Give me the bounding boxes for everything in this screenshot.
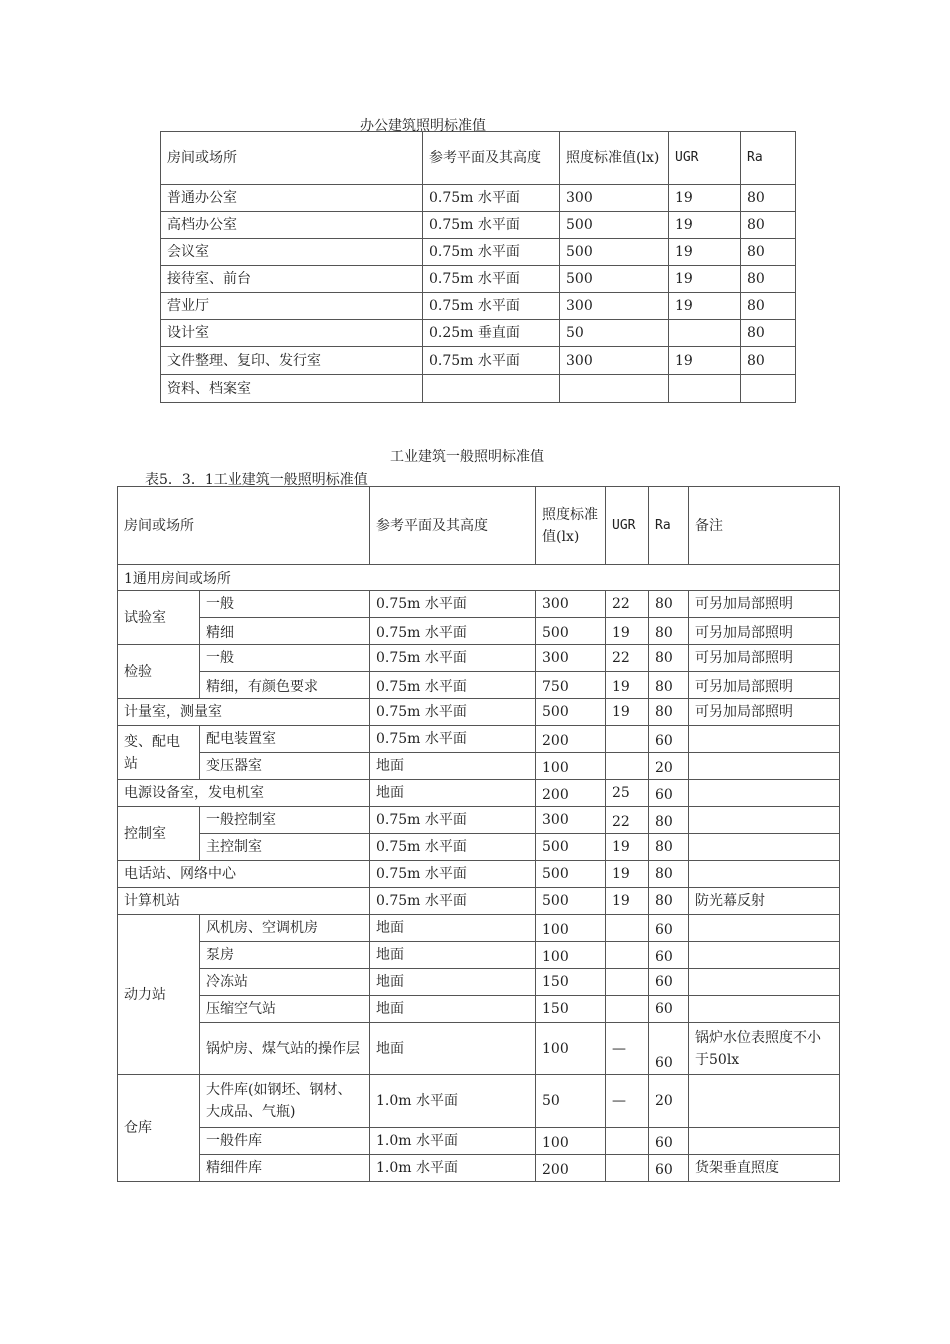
cell-plane: 地面	[370, 1023, 536, 1075]
cell-ra: 60	[649, 969, 689, 996]
cell-plane: 0.75m 水平面	[370, 888, 536, 915]
cell-ra: 80	[649, 645, 689, 672]
table-row	[118, 645, 840, 672]
cell-lux: 500	[536, 618, 606, 645]
cell-lux: 500	[560, 266, 669, 293]
cell-ra: 60	[649, 942, 689, 969]
cell-note	[689, 1128, 840, 1155]
cell-sub: 锅炉房、煤气站的操作层	[200, 1023, 370, 1075]
cell-room: 接待室、前台	[161, 266, 423, 293]
group-label: 试验室	[118, 591, 200, 645]
table-row	[118, 1128, 840, 1155]
cell-ugr: 19	[669, 266, 741, 293]
cell-ra: 20	[649, 1075, 689, 1128]
cell-lux: 150	[536, 969, 606, 996]
cell-ugr: —	[606, 1023, 649, 1075]
table-row	[118, 753, 840, 780]
cell-plane: 地面	[370, 753, 536, 780]
cell-lux: 100	[536, 915, 606, 942]
table-row	[161, 266, 796, 293]
cell-sub: 泵房	[200, 942, 370, 969]
table-row	[161, 185, 796, 212]
table-row	[118, 1023, 840, 1075]
table-row	[118, 726, 840, 753]
cell-note	[689, 753, 840, 780]
table-row	[118, 834, 840, 861]
cell-ugr: 25	[606, 780, 649, 807]
cell-ugr	[606, 969, 649, 996]
cell-sub: 精细	[200, 618, 370, 645]
cell-lux: 750	[536, 672, 606, 699]
cell-lux: 300	[560, 347, 669, 375]
cell-ugr: 22	[606, 807, 649, 834]
cell-sub: 冷冻站	[200, 969, 370, 996]
cell-lux: 200	[536, 726, 606, 753]
header-room: 房间或场所	[118, 487, 370, 565]
cell-plane: 地面	[370, 915, 536, 942]
cell-ugr	[606, 915, 649, 942]
cell-room: 电话站、网络中心	[118, 861, 370, 888]
table-header-row	[118, 487, 840, 565]
cell-ra: 80	[741, 185, 796, 212]
cell-plane: 0.75m 水平面	[423, 185, 560, 212]
table-row	[118, 672, 840, 699]
cell-ugr	[669, 320, 741, 347]
cell-lux: 100	[536, 942, 606, 969]
cell-plane: 0.75m 水平面	[370, 672, 536, 699]
cell-lux: 200	[536, 780, 606, 807]
cell-ugr: 19	[669, 293, 741, 320]
table-row	[161, 375, 796, 403]
table-row	[118, 618, 840, 645]
cell-room: 文件整理、复印、发行室	[161, 347, 423, 375]
cell-lux: 500	[536, 699, 606, 726]
cell-lux: 100	[536, 1023, 606, 1075]
cell-ra: 20	[649, 753, 689, 780]
cell-note	[689, 780, 840, 807]
cell-sub: 大件库(如钢坯、钢材、大成品、气瓶)	[200, 1075, 370, 1128]
cell-ra: 80	[649, 618, 689, 645]
header-ugr: UGR	[606, 487, 649, 565]
header-lux: 照度标准值(lx)	[536, 487, 606, 565]
group-label: 仓库	[118, 1075, 200, 1182]
industrial-lighting-table	[117, 486, 840, 1182]
cell-note	[689, 996, 840, 1023]
cell-plane: 地面	[370, 969, 536, 996]
table-row	[161, 320, 796, 347]
cell-lux: 300	[536, 591, 606, 618]
cell-plane: 0.75m 水平面	[370, 699, 536, 726]
cell-ra: 60	[649, 1023, 689, 1075]
cell-plane: 0.75m 水平面	[423, 293, 560, 320]
header-lux: 照度标准值(lx)	[560, 132, 669, 185]
group-label: 检验	[118, 645, 200, 699]
cell-ra: 60	[649, 726, 689, 753]
cell-lux	[560, 375, 669, 403]
cell-note	[689, 726, 840, 753]
cell-ugr: 19	[606, 888, 649, 915]
cell-plane: 0.75m 水平面	[370, 861, 536, 888]
cell-ugr: 19	[669, 239, 741, 266]
cell-lux: 500	[536, 861, 606, 888]
cell-plane: 地面	[370, 942, 536, 969]
cell-ra: 80	[741, 266, 796, 293]
cell-note: 可另加局部照明	[689, 672, 840, 699]
cell-plane: 1.0m 水平面	[370, 1155, 536, 1182]
header-note: 备注	[689, 487, 840, 565]
cell-sub: 精细，有颜色要求	[200, 672, 370, 699]
cell-lux: 100	[536, 1128, 606, 1155]
header-plane: 参考平面及其高度	[370, 487, 536, 565]
cell-sub: 精细件库	[200, 1155, 370, 1182]
cell-note: 货架垂直照度	[689, 1155, 840, 1182]
cell-room: 计算机站	[118, 888, 370, 915]
cell-room: 电源设备室，发电机室	[118, 780, 370, 807]
cell-note	[689, 969, 840, 996]
cell-plane: 0.75m 水平面	[370, 807, 536, 834]
cell-note: 可另加局部照明	[689, 645, 840, 672]
cell-ra: 80	[649, 861, 689, 888]
cell-ugr: 22	[606, 645, 649, 672]
header-plane: 参考平面及其高度	[423, 132, 560, 185]
table-row	[118, 996, 840, 1023]
cell-ugr: 22	[606, 591, 649, 618]
cell-ugr: 19	[669, 212, 741, 239]
cell-ra: 80	[649, 672, 689, 699]
cell-ugr: 19	[669, 347, 741, 375]
industrial-table-title: 工业建筑一般照明标准值	[390, 449, 544, 465]
cell-ra: 80	[741, 239, 796, 266]
cell-lux: 500	[560, 239, 669, 266]
cell-lux: 500	[536, 834, 606, 861]
cell-ugr: 19	[606, 618, 649, 645]
cell-ra: 80	[649, 699, 689, 726]
group-label: 变、配电站	[118, 726, 200, 780]
cell-ugr	[606, 942, 649, 969]
cell-lux: 500	[560, 212, 669, 239]
cell-note: 可另加局部照明	[689, 618, 840, 645]
cell-room: 设计室	[161, 320, 423, 347]
cell-lux: 100	[536, 753, 606, 780]
table-row	[118, 591, 840, 618]
cell-ugr: 19	[669, 185, 741, 212]
cell-room: 计量室，测量室	[118, 699, 370, 726]
table-row	[118, 1075, 840, 1128]
cell-ra: 80	[649, 807, 689, 834]
table-row	[161, 212, 796, 239]
cell-room: 资料、档案室	[161, 375, 423, 403]
table-row	[161, 347, 796, 375]
cell-plane: 0.75m 水平面	[423, 347, 560, 375]
cell-sub: 压缩空气站	[200, 996, 370, 1023]
cell-ugr	[669, 375, 741, 403]
cell-plane: 0.25m 垂直面	[423, 320, 560, 347]
industrial-table-caption: 表5．3．1工业建筑一般照明标准值	[145, 472, 368, 488]
cell-ugr: 19	[606, 672, 649, 699]
cell-plane: 0.75m 水平面	[423, 212, 560, 239]
cell-ugr: 19	[606, 861, 649, 888]
header-ra: Ra	[649, 487, 689, 565]
section-row	[118, 565, 840, 591]
cell-note: 锅炉水位表照度不小于50lx	[689, 1023, 840, 1075]
cell-plane	[423, 375, 560, 403]
cell-sub: 配电装置室	[200, 726, 370, 753]
cell-ra: 60	[649, 1155, 689, 1182]
cell-ugr: 19	[606, 699, 649, 726]
cell-plane: 0.75m 水平面	[370, 591, 536, 618]
cell-plane: 地面	[370, 996, 536, 1023]
table-row	[118, 861, 840, 888]
cell-room: 营业厅	[161, 293, 423, 320]
cell-plane: 0.75m 水平面	[423, 266, 560, 293]
cell-sub: 一般	[200, 591, 370, 618]
cell-lux: 150	[536, 996, 606, 1023]
cell-sub: 主控制室	[200, 834, 370, 861]
group-label: 控制室	[118, 807, 200, 861]
cell-plane: 1.0m 水平面	[370, 1128, 536, 1155]
cell-room: 普通办公室	[161, 185, 423, 212]
cell-sub: 一般控制室	[200, 807, 370, 834]
header-ra: Ra	[741, 132, 796, 185]
cell-ra: 60	[649, 780, 689, 807]
cell-note: 可另加局部照明	[689, 699, 840, 726]
cell-sub: 一般件库	[200, 1128, 370, 1155]
cell-plane: 0.75m 水平面	[370, 618, 536, 645]
cell-note	[689, 1075, 840, 1128]
cell-note	[689, 807, 840, 834]
section-label: 1通用房间或场所	[118, 565, 840, 591]
cell-lux: 300	[536, 645, 606, 672]
table-row	[118, 969, 840, 996]
cell-plane: 地面	[370, 780, 536, 807]
cell-note: 可另加局部照明	[689, 591, 840, 618]
table-row	[118, 807, 840, 834]
table-row	[118, 942, 840, 969]
cell-lux: 200	[536, 1155, 606, 1182]
cell-ra: 60	[649, 915, 689, 942]
table-row	[118, 780, 840, 807]
cell-ra	[741, 375, 796, 403]
cell-lux: 300	[560, 293, 669, 320]
cell-ra: 60	[649, 996, 689, 1023]
table-row	[118, 1155, 840, 1182]
cell-ra: 80	[741, 293, 796, 320]
cell-note	[689, 915, 840, 942]
cell-ra: 80	[649, 591, 689, 618]
header-room: 房间或场所	[161, 132, 423, 185]
office-table-title: 办公建筑照明标准值	[360, 118, 486, 134]
table-header-row	[161, 132, 796, 185]
office-lighting-table	[160, 131, 796, 403]
cell-plane: 0.75m 水平面	[423, 239, 560, 266]
table-row	[118, 699, 840, 726]
cell-plane: 1.0m 水平面	[370, 1075, 536, 1128]
cell-plane: 0.75m 水平面	[370, 834, 536, 861]
table-row	[161, 293, 796, 320]
cell-ugr	[606, 726, 649, 753]
cell-sub: 变压器室	[200, 753, 370, 780]
cell-sub: 风机房、空调机房	[200, 915, 370, 942]
cell-plane: 0.75m 水平面	[370, 645, 536, 672]
cell-ugr: —	[606, 1075, 649, 1128]
cell-ra: 80	[741, 320, 796, 347]
cell-ugr: 19	[606, 834, 649, 861]
cell-ugr	[606, 1155, 649, 1182]
cell-lux: 50	[536, 1075, 606, 1128]
cell-lux: 500	[536, 888, 606, 915]
cell-ra: 80	[649, 834, 689, 861]
header-ugr: UGR	[669, 132, 741, 185]
cell-sub: 一般	[200, 645, 370, 672]
cell-room: 会议室	[161, 239, 423, 266]
cell-plane: 0.75m 水平面	[370, 726, 536, 753]
table-row	[161, 239, 796, 266]
group-label: 动力站	[118, 915, 200, 1075]
cell-note	[689, 834, 840, 861]
cell-note	[689, 861, 840, 888]
table-row	[118, 915, 840, 942]
cell-ugr	[606, 1128, 649, 1155]
cell-lux: 300	[536, 807, 606, 834]
cell-room: 高档办公室	[161, 212, 423, 239]
cell-ra: 80	[649, 888, 689, 915]
cell-lux: 300	[560, 185, 669, 212]
cell-note: 防光幕反射	[689, 888, 840, 915]
cell-lux: 50	[560, 320, 669, 347]
cell-ra: 80	[741, 347, 796, 375]
cell-ugr	[606, 996, 649, 1023]
cell-ra: 60	[649, 1128, 689, 1155]
cell-ra: 80	[741, 212, 796, 239]
table-row	[118, 888, 840, 915]
cell-ugr	[606, 753, 649, 780]
cell-note	[689, 942, 840, 969]
